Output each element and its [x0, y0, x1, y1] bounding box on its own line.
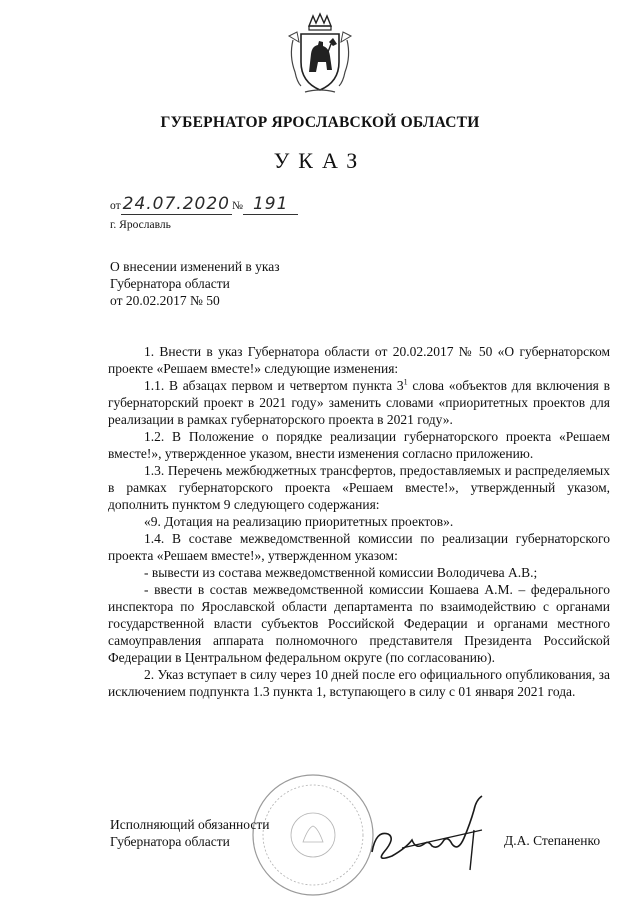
organization-heading: ГУБЕРНАТОР ЯРОСЛАВСКОЙ ОБЛАСТИ: [160, 114, 480, 131]
paragraph-1-3: 1.3. Перечень межбюджетных трансфертов, предоставляемых и распределяемых в рамках губернаторского проекта «Решаем вместе!», утвержденный указом, дополнить пунктом 9 следующего содержания:: [108, 463, 610, 512]
paragraph-1-4: 1.4. В составе межведомственной комиссии по реализации губернаторского проекта «Решаем вместе!», утвержденном указом:: [108, 531, 610, 563]
position-line: Губернатора области: [110, 834, 230, 849]
handwritten-date: 24.07.2020: [122, 194, 230, 214]
number-label: №: [231, 200, 243, 212]
coat-of-arms-emblem: [285, 12, 355, 96]
position-line: Исполняющий обязанности: [110, 817, 270, 832]
subject-line: Губернатора области: [110, 276, 230, 291]
document-type-title: УКАЗ: [273, 148, 367, 173]
paragraph-1-1: 1.1. В абзацах первом и четвертом пункта $3^1$ слова «объектов для включения в губернаторский проект в 2021 году» заменить словами «приоритетных проектов для реализации в рамках губернаторского проекта в 2021 году».: [108, 377, 610, 427]
subject-line: от 20.02.2017 № 50: [110, 293, 220, 308]
signatory-name: Д.А. Степаненко: [504, 833, 601, 848]
date-number-line: [110, 194, 298, 215]
decree-body: [108, 343, 610, 700]
handwritten-signature: [362, 790, 502, 880]
signatory-position: [110, 816, 269, 850]
subject-line: О внесении изменений в указ: [110, 259, 280, 274]
paragraph-2: 2. Указ вступает в силу через 10 дней после его официального опубликования, за исключением подпункта 1.3 пункта 1, вступающего в силу с 01 января 2021 года.: [108, 667, 610, 699]
handwritten-number: 191: [243, 194, 298, 215]
city-line: г. Ярославль: [110, 219, 171, 231]
paragraph-1-4-item-remove: - вывести из состава межведомственной комиссии Володичева А.В.;: [144, 565, 538, 580]
subject-block: [110, 258, 280, 309]
paragraph-1-4-item-add: - ввести в состав межведомственной комиссии Кошаева А.М. – федерального инспектора по Ярославской области департамента по взаимодействию с органами государственной власти субъектов Российской Федерации и органами местного самоуправления аппарата полномочного представителя Президента Российской Федерации в Центральном федеральном округе (по согласованию).: [108, 582, 610, 665]
paragraph-1-2: 1.2. В Положение о порядке реализации губернаторского проекта «Решаем вместе!», утвержденное указом, внести изменения согласно приложению.: [108, 429, 610, 461]
paragraph-1: 1. Внести в указ Губернатора области от 20.02.2017 № 50 «О губернаторском проекте «Решаем вместе!» следующие изменения:: [108, 344, 610, 376]
date-prefix: от: [110, 200, 121, 212]
paragraph-1-3-item: «9. Дотация на реализацию приоритетных проектов».: [144, 514, 454, 529]
superscript: 1: [403, 377, 408, 387]
